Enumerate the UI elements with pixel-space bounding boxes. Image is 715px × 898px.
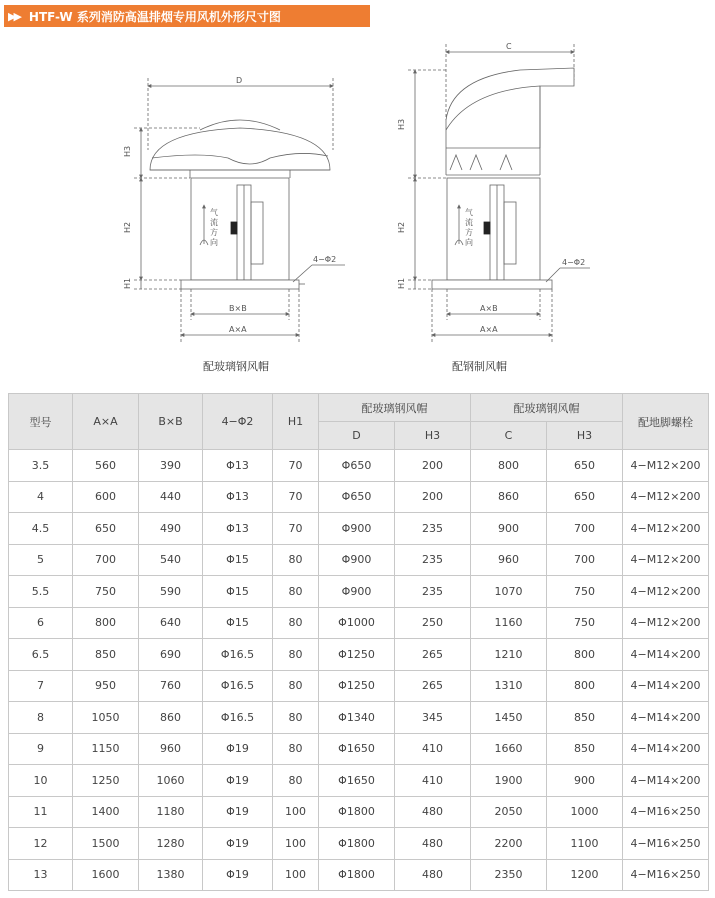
cell-bb: 1060 — [139, 765, 203, 797]
cell-bolt: 4−M14×200 — [623, 733, 709, 765]
cell-model: 13 — [9, 859, 73, 891]
cell-bb: 390 — [139, 450, 203, 482]
cell-aa: 1250 — [73, 765, 139, 797]
cell-bolt: 4−M14×200 — [623, 670, 709, 702]
cell-bb: 590 — [139, 576, 203, 608]
cell-hole: Φ19 — [203, 859, 273, 891]
cell-aa: 1500 — [73, 828, 139, 860]
cell-model: 6 — [9, 607, 73, 639]
cell-hole: Φ15 — [203, 544, 273, 576]
cell-c: 1210 — [471, 639, 547, 671]
cell-model: 6.5 — [9, 639, 73, 671]
cell-bolt: 4−M16×250 — [623, 796, 709, 828]
table-row — [9, 544, 709, 576]
cell-d: Φ900 — [319, 576, 395, 608]
right-fan-drawing — [408, 44, 590, 342]
dim-H1-left: H1 — [123, 277, 132, 289]
cell-bb: 690 — [139, 639, 203, 671]
table-row — [9, 513, 709, 545]
cell-h1: 80 — [273, 765, 319, 797]
table-row — [9, 796, 709, 828]
cell-h3-steel: 1100 — [547, 828, 623, 860]
dimension-drawings — [0, 30, 715, 390]
th-hole: 4−Φ2 — [203, 394, 273, 450]
cell-h3-steel: 1000 — [547, 796, 623, 828]
cell-h3-steel: 750 — [547, 576, 623, 608]
dim-H3-right: H3 — [397, 118, 406, 130]
table-row — [9, 607, 709, 639]
cell-h1: 80 — [273, 544, 319, 576]
dim-BxB: B×B — [229, 304, 247, 313]
cell-aa: 1400 — [73, 796, 139, 828]
th-h1: H1 — [273, 394, 319, 450]
cell-bolt: 4−M12×200 — [623, 607, 709, 639]
cell-d: Φ1800 — [319, 796, 395, 828]
cell-h3-steel: 650 — [547, 450, 623, 482]
cell-model: 9 — [9, 733, 73, 765]
cell-bolt: 4−M12×200 — [623, 544, 709, 576]
dim-AxA-right: A×A — [480, 325, 498, 334]
cell-bb: 860 — [139, 702, 203, 734]
cell-h3-glass: 265 — [395, 639, 471, 671]
table-row — [9, 859, 709, 891]
cell-h1: 80 — [273, 670, 319, 702]
cell-model: 5 — [9, 544, 73, 576]
cell-aa: 850 — [73, 639, 139, 671]
cell-h1: 70 — [273, 481, 319, 513]
cell-model: 11 — [9, 796, 73, 828]
cell-h3-glass: 265 — [395, 670, 471, 702]
cell-d: Φ900 — [319, 513, 395, 545]
table-row — [9, 450, 709, 482]
airflow-3-right: 方 — [465, 228, 473, 237]
cell-h1: 100 — [273, 828, 319, 860]
cell-hole: Φ16.5 — [203, 670, 273, 702]
dim-H3-left: H3 — [123, 145, 132, 157]
cell-c: 2350 — [471, 859, 547, 891]
caption-steel-cap: 配钢制风帽 — [452, 360, 507, 373]
cell-aa: 800 — [73, 607, 139, 639]
cell-h3-glass: 235 — [395, 513, 471, 545]
cell-bolt: 4−M14×200 — [623, 702, 709, 734]
dim-H1-right: H1 — [397, 277, 406, 289]
th-group-steel: 配玻璃钢风帽 — [471, 394, 623, 422]
drawings-svg — [0, 30, 715, 390]
cell-h3-steel: 800 — [547, 670, 623, 702]
cell-model: 12 — [9, 828, 73, 860]
cell-h3-steel: 850 — [547, 702, 623, 734]
cell-c: 1310 — [471, 670, 547, 702]
dim-D: D — [236, 76, 243, 85]
cell-aa: 650 — [73, 513, 139, 545]
cell-h3-glass: 480 — [395, 796, 471, 828]
cell-c: 900 — [471, 513, 547, 545]
cell-h1: 80 — [273, 639, 319, 671]
cell-h1: 100 — [273, 796, 319, 828]
table-row — [9, 702, 709, 734]
th-group-glass: 配玻璃钢风帽 — [319, 394, 471, 422]
cell-c: 800 — [471, 450, 547, 482]
cell-hole: Φ16.5 — [203, 639, 273, 671]
airflow-4-right: 向 — [465, 238, 473, 247]
cell-hole: Φ13 — [203, 450, 273, 482]
cell-model: 7 — [9, 670, 73, 702]
cell-d: Φ1250 — [319, 639, 395, 671]
cell-h3-steel: 850 — [547, 733, 623, 765]
cell-c: 860 — [471, 481, 547, 513]
cell-d: Φ650 — [319, 450, 395, 482]
airflow-3-left: 方 — [210, 228, 218, 237]
cell-aa: 1150 — [73, 733, 139, 765]
section-title: HTF-W 系列消防高温排烟专用风机外形尺寸图 — [28, 9, 281, 24]
cell-hole: Φ19 — [203, 765, 273, 797]
cell-hole: Φ19 — [203, 796, 273, 828]
cell-hole: Φ15 — [203, 576, 273, 608]
cell-c: 1660 — [471, 733, 547, 765]
cell-c: 1900 — [471, 765, 547, 797]
cell-c: 960 — [471, 544, 547, 576]
cell-h3-steel: 900 — [547, 765, 623, 797]
cell-d: Φ1800 — [319, 859, 395, 891]
cell-h3-steel: 700 — [547, 544, 623, 576]
th-c: C — [471, 422, 547, 450]
cell-bolt: 4−M12×200 — [623, 576, 709, 608]
table-row — [9, 481, 709, 513]
table-row — [9, 733, 709, 765]
airflow-4-left: 向 — [210, 238, 218, 247]
cell-h3-glass: 200 — [395, 450, 471, 482]
cell-h3-steel: 750 — [547, 607, 623, 639]
cell-h3-glass: 480 — [395, 859, 471, 891]
airflow-2-right: 流 — [465, 218, 473, 227]
cell-h1: 80 — [273, 576, 319, 608]
cell-h3-glass: 235 — [395, 576, 471, 608]
cell-h3-glass: 250 — [395, 607, 471, 639]
cell-h3-steel: 650 — [547, 481, 623, 513]
cell-bolt: 4−M14×200 — [623, 765, 709, 797]
cell-bolt: 4−M16×250 — [623, 859, 709, 891]
cell-bb: 760 — [139, 670, 203, 702]
cell-d: Φ900 — [319, 544, 395, 576]
cell-aa: 950 — [73, 670, 139, 702]
table-row — [9, 639, 709, 671]
cell-bb: 1380 — [139, 859, 203, 891]
cell-bb: 440 — [139, 481, 203, 513]
cell-bolt: 4−M12×200 — [623, 450, 709, 482]
double-chevron-right-icon: ▶▶ — [8, 9, 19, 23]
cell-bb: 1180 — [139, 796, 203, 828]
cell-aa: 600 — [73, 481, 139, 513]
cell-bolt: 4−M12×200 — [623, 513, 709, 545]
spec-table — [8, 393, 709, 891]
cell-h3-steel: 1200 — [547, 859, 623, 891]
cell-h3-glass: 235 — [395, 544, 471, 576]
cell-h1: 80 — [273, 733, 319, 765]
cell-h3-glass: 480 — [395, 828, 471, 860]
hole-label-left: 4−Φ2 — [313, 255, 337, 264]
cell-hole: Φ13 — [203, 513, 273, 545]
cell-d: Φ1800 — [319, 828, 395, 860]
hole-label-right: 4−Φ2 — [562, 258, 586, 267]
cell-model: 8 — [9, 702, 73, 734]
cell-c: 1160 — [471, 607, 547, 639]
spec-table-body — [9, 450, 709, 891]
cell-aa: 1600 — [73, 859, 139, 891]
cell-hole: Φ15 — [203, 607, 273, 639]
cell-hole: Φ19 — [203, 828, 273, 860]
cell-h3-steel: 700 — [547, 513, 623, 545]
dim-H2-left: H2 — [123, 221, 132, 233]
airflow-2-left: 流 — [210, 218, 218, 227]
cell-d: Φ650 — [319, 481, 395, 513]
cell-d: Φ1340 — [319, 702, 395, 734]
cell-aa: 560 — [73, 450, 139, 482]
cell-bolt: 4−M12×200 — [623, 481, 709, 513]
cell-c: 2050 — [471, 796, 547, 828]
cell-hole: Φ13 — [203, 481, 273, 513]
cell-d: Φ1000 — [319, 607, 395, 639]
th-d: D — [319, 422, 395, 450]
cell-c: 2200 — [471, 828, 547, 860]
cell-d: Φ1650 — [319, 733, 395, 765]
dim-C: C — [506, 42, 512, 51]
cell-bb: 540 — [139, 544, 203, 576]
cell-h1: 100 — [273, 859, 319, 891]
airflow-1-right: 气 — [465, 208, 473, 217]
cell-h3-glass: 410 — [395, 765, 471, 797]
cell-bolt: 4−M14×200 — [623, 639, 709, 671]
cell-bb: 1280 — [139, 828, 203, 860]
cell-model: 4 — [9, 481, 73, 513]
cell-c: 1450 — [471, 702, 547, 734]
dim-H2-right: H2 — [397, 221, 406, 233]
cell-h1: 80 — [273, 702, 319, 734]
th-bolt: 配地脚螺栓 — [623, 394, 709, 450]
cell-model: 5.5 — [9, 576, 73, 608]
cell-d: Φ1250 — [319, 670, 395, 702]
cell-h1: 70 — [273, 513, 319, 545]
cell-c: 1070 — [471, 576, 547, 608]
th-h3a: H3 — [395, 422, 471, 450]
cell-h3-glass: 410 — [395, 733, 471, 765]
cell-model: 3.5 — [9, 450, 73, 482]
cell-h1: 70 — [273, 450, 319, 482]
cell-aa: 700 — [73, 544, 139, 576]
table-row — [9, 670, 709, 702]
cell-bolt: 4−M16×250 — [623, 828, 709, 860]
cell-model: 10 — [9, 765, 73, 797]
cell-hole: Φ19 — [203, 733, 273, 765]
cell-h3-glass: 200 — [395, 481, 471, 513]
table-row — [9, 576, 709, 608]
cell-bb: 490 — [139, 513, 203, 545]
cell-hole: Φ16.5 — [203, 702, 273, 734]
th-aa: A×A — [73, 394, 139, 450]
th-model: 型号 — [9, 394, 73, 450]
cell-d: Φ1650 — [319, 765, 395, 797]
dim-AxA-left: A×A — [229, 325, 247, 334]
cell-bb: 640 — [139, 607, 203, 639]
left-fan-drawing — [134, 78, 345, 342]
cell-aa: 1050 — [73, 702, 139, 734]
th-h3b: H3 — [547, 422, 623, 450]
airflow-1-left: 气 — [210, 208, 218, 217]
cell-bb: 960 — [139, 733, 203, 765]
cell-h3-glass: 345 — [395, 702, 471, 734]
cell-h1: 80 — [273, 607, 319, 639]
cell-model: 4.5 — [9, 513, 73, 545]
cell-h3-steel: 800 — [547, 639, 623, 671]
caption-glass-cap: 配玻璃钢风帽 — [203, 360, 269, 373]
table-row — [9, 765, 709, 797]
th-bb: B×B — [139, 394, 203, 450]
cell-aa: 750 — [73, 576, 139, 608]
dim-AxB: A×B — [480, 304, 498, 313]
table-row — [9, 828, 709, 860]
section-header — [4, 5, 370, 27]
